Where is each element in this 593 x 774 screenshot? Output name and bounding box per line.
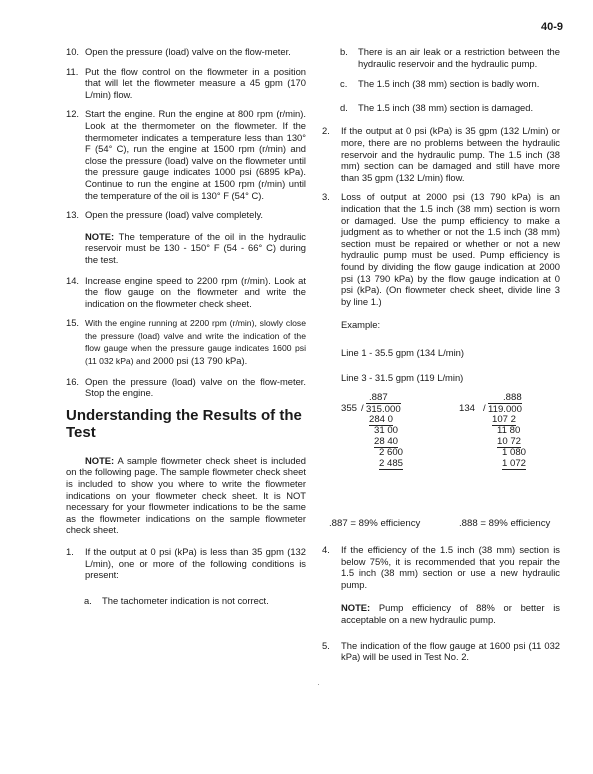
sub-letter: b. — [340, 46, 348, 57]
result-number: 2. — [322, 125, 330, 137]
quotient: .887 — [369, 392, 388, 404]
example-line-3: Line 3 - 31.5 gpm (119 L/min) — [341, 372, 464, 384]
dividend: 315.000 — [366, 404, 401, 416]
step-number: 13. — [66, 209, 80, 221]
result-3 — [322, 191, 560, 307]
scan-speck — [318, 684, 319, 685]
step-number: 11. — [66, 65, 79, 77]
result-number: 1. — [66, 546, 74, 557]
section-heading: Understanding the Results of the Test — [66, 406, 302, 441]
division-step: 31 00 — [374, 425, 399, 437]
dividend: 119.000 — [488, 404, 522, 416]
example-line-1: Line 1 - 35.5 gpm (134 L/min) — [341, 346, 464, 358]
division-step: 284 0 — [369, 414, 394, 426]
division-bracket: / — [483, 403, 486, 415]
quotient: .888 — [503, 392, 522, 404]
result-text: If the efficiency of the 1.5 inch (38 mm) section is below 75%, it is recommended that you repair the 1.5 inch (38 mm) section or use a new hydraulic pump. — [341, 544, 560, 590]
note-text: Pump efficiency of 88% or better is acceptable on a new hydraulic pump. — [341, 602, 560, 626]
step-text: Open the pressure (load) valve on the flow-meter. — [85, 46, 291, 57]
step-text: Start the engine. Run the engine at 800 rpm (r/min). Look at the thermometer on the flowmeter. If the thermometer indicates a temperature less than 130° F (54° C), run the engine at 1500 rpm (r/min) and close the pressure (load) valve on the flowmeter until the pressure gauge indicates 1000 psi (6895 kPa). Continue to run the engine at 1500 rpm (r/min) until the temperature of the oil is 130° F (54° C). — [85, 108, 306, 201]
result-number: 5. — [322, 639, 330, 651]
page-number: 40-9 — [540, 21, 563, 33]
left-column — [66, 46, 306, 615]
division-step: 107 2 — [492, 414, 517, 426]
sub-letter: a. — [84, 594, 92, 606]
step-14 — [66, 275, 306, 310]
sub-text: The 1.5 inch (38 mm) section is damaged. — [358, 101, 534, 113]
note-oil-temperature — [66, 231, 306, 266]
result-4 — [322, 544, 560, 590]
result-1a — [84, 595, 306, 607]
division-step: 28 40 — [374, 436, 399, 448]
step-text: Increase engine speed to 2200 rpm (r/min). Look at the flow gauge on the flowmeter and write the indication on the flowmeter check sheet. — [85, 274, 306, 309]
step-10 — [66, 46, 306, 58]
step-13 — [66, 209, 306, 221]
note-label: NOTE: — [85, 454, 115, 466]
result-text: If the output at 0 psi (kPa) is 35 gpm (132 L/min) or more, there are no problems between the hydraulic reservoir and the hydraulic pump. The 1.5 inch (38 mm) section can be damaged and still have more than 35 gpm (132 L/min) flow. — [341, 125, 560, 183]
division-step: 1 080 — [502, 447, 527, 459]
step-number: 15. — [66, 317, 80, 329]
sub-text: The tachometer indication is not correct. — [102, 594, 269, 606]
result-number: 4. — [322, 544, 330, 556]
sub-text: The 1.5 inch (38 mm) section is badly worn. — [358, 78, 540, 90]
note-text: The temperature of the oil in the hydraulic reservoir must be 130 - 150° F (54 - 66° C) during the test. — [85, 230, 306, 265]
division-step: 11 80 — [497, 425, 521, 437]
result-number: 3. — [322, 191, 330, 203]
note-text: A sample flowmeter check sheet is included on the following page. The sample flowmeter check sheet is included to show you where to write the flowmeter indications on your flowmeter check sheet. It is NOT necessary for your flowmeter indications to be the same as the flowmeter indications on the sample flowmeter check sheet. — [66, 454, 306, 536]
result-2 — [322, 125, 560, 183]
division-examples — [329, 392, 560, 530]
division-bracket: / — [361, 403, 364, 415]
division-step: 10 72 — [497, 436, 522, 448]
note-sample-check-sheet — [66, 455, 306, 536]
step-12 — [66, 108, 306, 201]
sub-text: There is an air leak or a restriction between the hydraulic reservoir and the hydraulic pump. — [358, 46, 560, 69]
efficiency-result-left: .887 = 89% efficiency — [329, 518, 421, 530]
result-1d — [340, 102, 560, 114]
result-text: If the output at 0 psi (kPa) is less than 35 gpm (132 L/min), one or more of the following conditions is present: — [85, 546, 306, 581]
step-11 — [66, 66, 306, 101]
step-number: 14. — [66, 274, 80, 286]
step-text-end: 2000 psi (13 790 kPa). — [152, 355, 248, 367]
step-number: 12. — [66, 108, 80, 120]
sub-letter: c. — [340, 78, 348, 90]
step-text: Open the pressure (load) valve on the flow-meter. Stop the engine. — [85, 375, 306, 399]
right-column — [322, 46, 560, 671]
result-1b — [340, 46, 560, 69]
divisor: 355 — [341, 403, 358, 415]
result-1c — [340, 78, 560, 90]
note-label: NOTE: — [85, 230, 115, 242]
result-text: Loss of output at 2000 psi (13 790 kPa) is an indication that the 1.5 inch (38 mm) section is worn or damaged. Use the pump efficiency to make a judgment as to whether or not the 1.5 inch (38 mm) section must be repaired or whether or not a new hydraulic pump must be used. Pump efficiency is found by dividing the flow gauge indication at 2000 psi (13 790 kPa) by the flow gauge indication at 0 psi (kPa). (On flowmeter check sheet, divide line 3 by line 1.) — [341, 191, 560, 307]
step-number: 10. — [66, 46, 80, 57]
step-number: 16. — [66, 375, 80, 387]
note-pump-efficiency — [322, 602, 560, 625]
division-step: 2 600 — [379, 447, 404, 459]
step-text: Put the flow control on the flowmeter in a position that will let the flowmeter measure a 45 gpm (170 L/min) flow. — [85, 65, 306, 100]
step-15 — [66, 317, 306, 367]
efficiency-result-right: .888 = 89% efficiency — [459, 518, 551, 530]
divisor: 134 — [459, 403, 476, 415]
sub-letter: d. — [340, 101, 348, 113]
step-text: With the engine running at 2200 rpm (r/min), slowly close the pressure (load) valve and write the indication of the flow gauge when the pressure gauge indicates 1600 psi (11 032 kPa) and — [85, 318, 306, 367]
step-text: Open the pressure (load) valve completely. — [85, 209, 264, 221]
result-1 — [66, 546, 306, 581]
division-step: 1 072 — [502, 458, 527, 470]
note-label: NOTE: — [341, 602, 371, 614]
result-5 — [322, 640, 560, 663]
example-label: Example: — [341, 319, 381, 331]
division-step: 2 485 — [379, 458, 404, 470]
step-16 — [66, 376, 306, 399]
result-text: The indication of the flow gauge at 1600 psi (11 032 kPa) will be used in Test No. 2. — [341, 639, 560, 663]
